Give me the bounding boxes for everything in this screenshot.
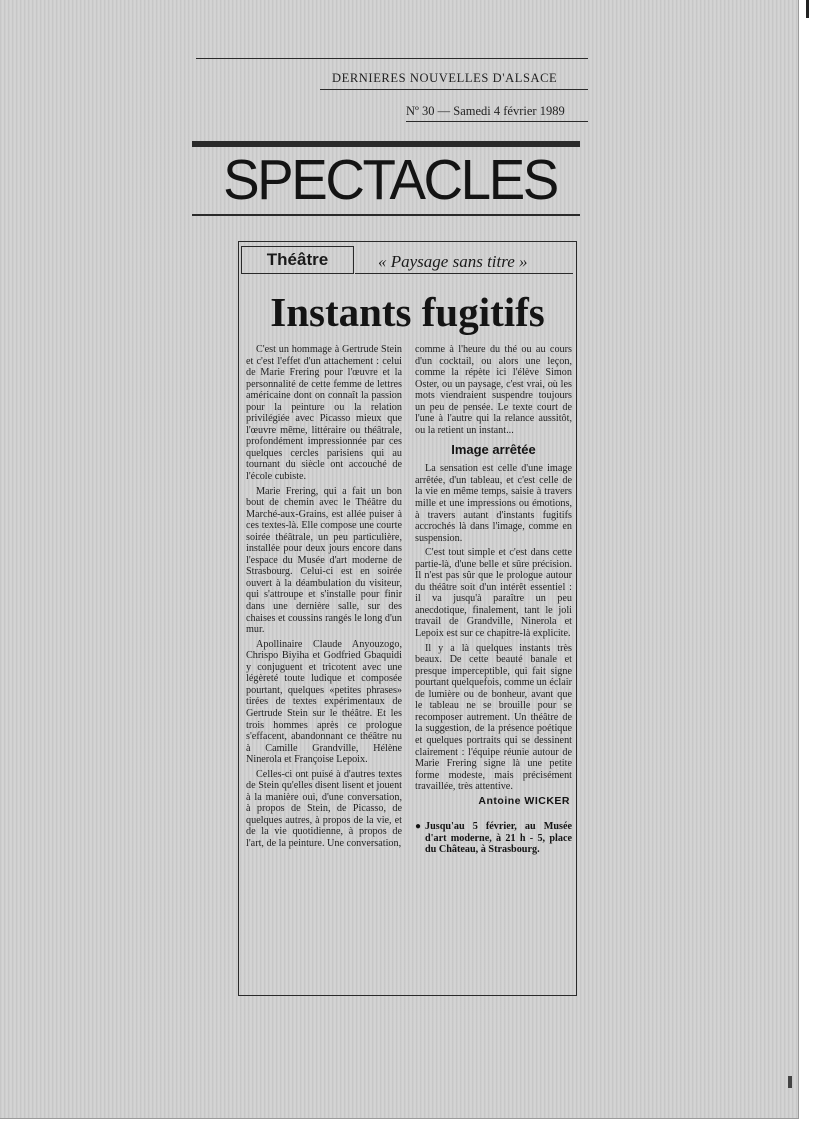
author-byline: Antoine WICKER — [478, 794, 570, 807]
masthead-rule-top — [196, 58, 588, 59]
subheading: Image arrêtée — [451, 442, 536, 458]
kicker-label: Théâtre — [241, 246, 354, 274]
issue-rule — [406, 121, 588, 122]
newspaper-name: DERNIERES NOUVELLES D'ALSACE — [332, 71, 558, 85]
section-rule-top — [192, 141, 580, 147]
scan-edge-mark — [806, 0, 809, 18]
paragraph: C'est tout simple et c'est dans cette partie-là, d'une belle et sûre précision. Il n'est pas sûr que le prologue autour du théâtre soit d'un intérêt essentiel : il va jusqu'à paraître un peu anecdotique, finalement, tant le joli travail de Grandville, Ninerola et Lepoix est sur ce chapitre-là explicite. — [415, 547, 572, 640]
section-title: SPECTACLES — [223, 148, 557, 212]
paragraph: Apollinaire Claude Anyouzogo, Chrispo Biyiha et Godfried Gbaquidi y conjuguent et tricotent avec une légèreté toute ludique et composée pourtant, quelques «petites phrases» tirées de textes expérimentaux de Gertrude Stein sur le théâtre. Et les trois hommes après ce prologue s'effacent, abandonnant ce théâtre nu à Camille Grandville, Hélène Ninerola et Françoise Lepoix. — [246, 638, 402, 766]
paragraph: Il y a là quelques instants très beaux. De cette beauté banale et presque imperceptible, qui fait signe pourtant quelquefois, comme un éclair de lumière ou de bonheur, avant que le tableau ne se brouille pour se recomposer autrement. Un théâtre de la suggestion, de la présence poétique et quelques portraits qui se dessinent clairement : l'équipe réunie autour de Marie Frering signe là une petite forme modeste, mais précisément travaillée, très attentive. — [415, 642, 573, 793]
kicker-rule — [355, 273, 573, 274]
play-title: « Paysage sans titre » — [378, 252, 528, 271]
article-column-2 — [415, 344, 572, 856]
paragraph: comme à l'heure du thé ou au cours d'un cocktail, ou alors une leçon, comme la répète ici l'élève Simon Oster, ou un paysage, c'est vrai, où les mots viendraient suspendre toujours un peu de pensée. Le texte court de l'une à l'autre qui la relance aussitôt, ou la retient un instant... — [415, 344, 572, 436]
article-column-1 — [246, 344, 402, 853]
scan-edge-speck — [788, 1076, 792, 1088]
section-rule-bottom — [192, 214, 580, 216]
issue-line: Nº 30 — Samedi 4 février 1989 — [406, 104, 565, 118]
event-info-text: Jusqu'au 5 février, au Musée d'art moderne, à 21 h - 5, place du Château, à Strasbourg. — [425, 821, 572, 856]
event-info — [415, 821, 572, 856]
bullet-icon: ● — [415, 821, 422, 833]
paragraph: Celles-ci ont puisé à d'autres textes de Stein qu'elles disent lisent et jouent à la manière oui, d'une conversation, à propos de Stein, de Picasso, de quelques autres, à propos de la vie, et de la vie quotidienne, à propos de l'art, de la peinture. Une conversation, — [246, 768, 402, 849]
paragraph: La sensation est celle d'une image arrêtée, d'un tableau, et c'est celle de la vie en même temps, saisie à travers mille et une impressions ou émotions, à travers autant d'instants fugitifs accrochés là dans l'image, comme en suspension. — [415, 463, 572, 544]
masthead-rule-bottom — [320, 89, 588, 90]
paragraph: C'est un hommage à Gertrude Stein et c'est l'effet d'un attachement : celui de Marie Frering pour l'œuvre et la personnalité de cette femme de lettres américaine dont on connaît la passion pour la peinture ou la relation privilégiée avec Picasso mieux que l'œuvre même, littéraire ou théâtrale, profondément impressionnée par ces quelques cercles parisiens qui au tournant du siècle ont accouché de l'école cubiste. — [246, 344, 402, 483]
headline: Instants fugitifs — [270, 289, 545, 335]
paragraph: Marie Frering, qui a fait un bon bout de chemin avec le Théâtre du Marché-aux-Grains, est allée puiser à ces textes-là. Elle compose une courte soirée théâtrale, un peu particulière, installée pour deux jours encore dans l'espace du Musée d'art moderne de Strasbourg. Celui-ci est en soirée ouvert à la déambulation du visiteur, qui s'attroupe et s'installe pour finir dans une dernière salle, sur des chaises et coussins rangés le long d'un mur. — [246, 485, 402, 636]
